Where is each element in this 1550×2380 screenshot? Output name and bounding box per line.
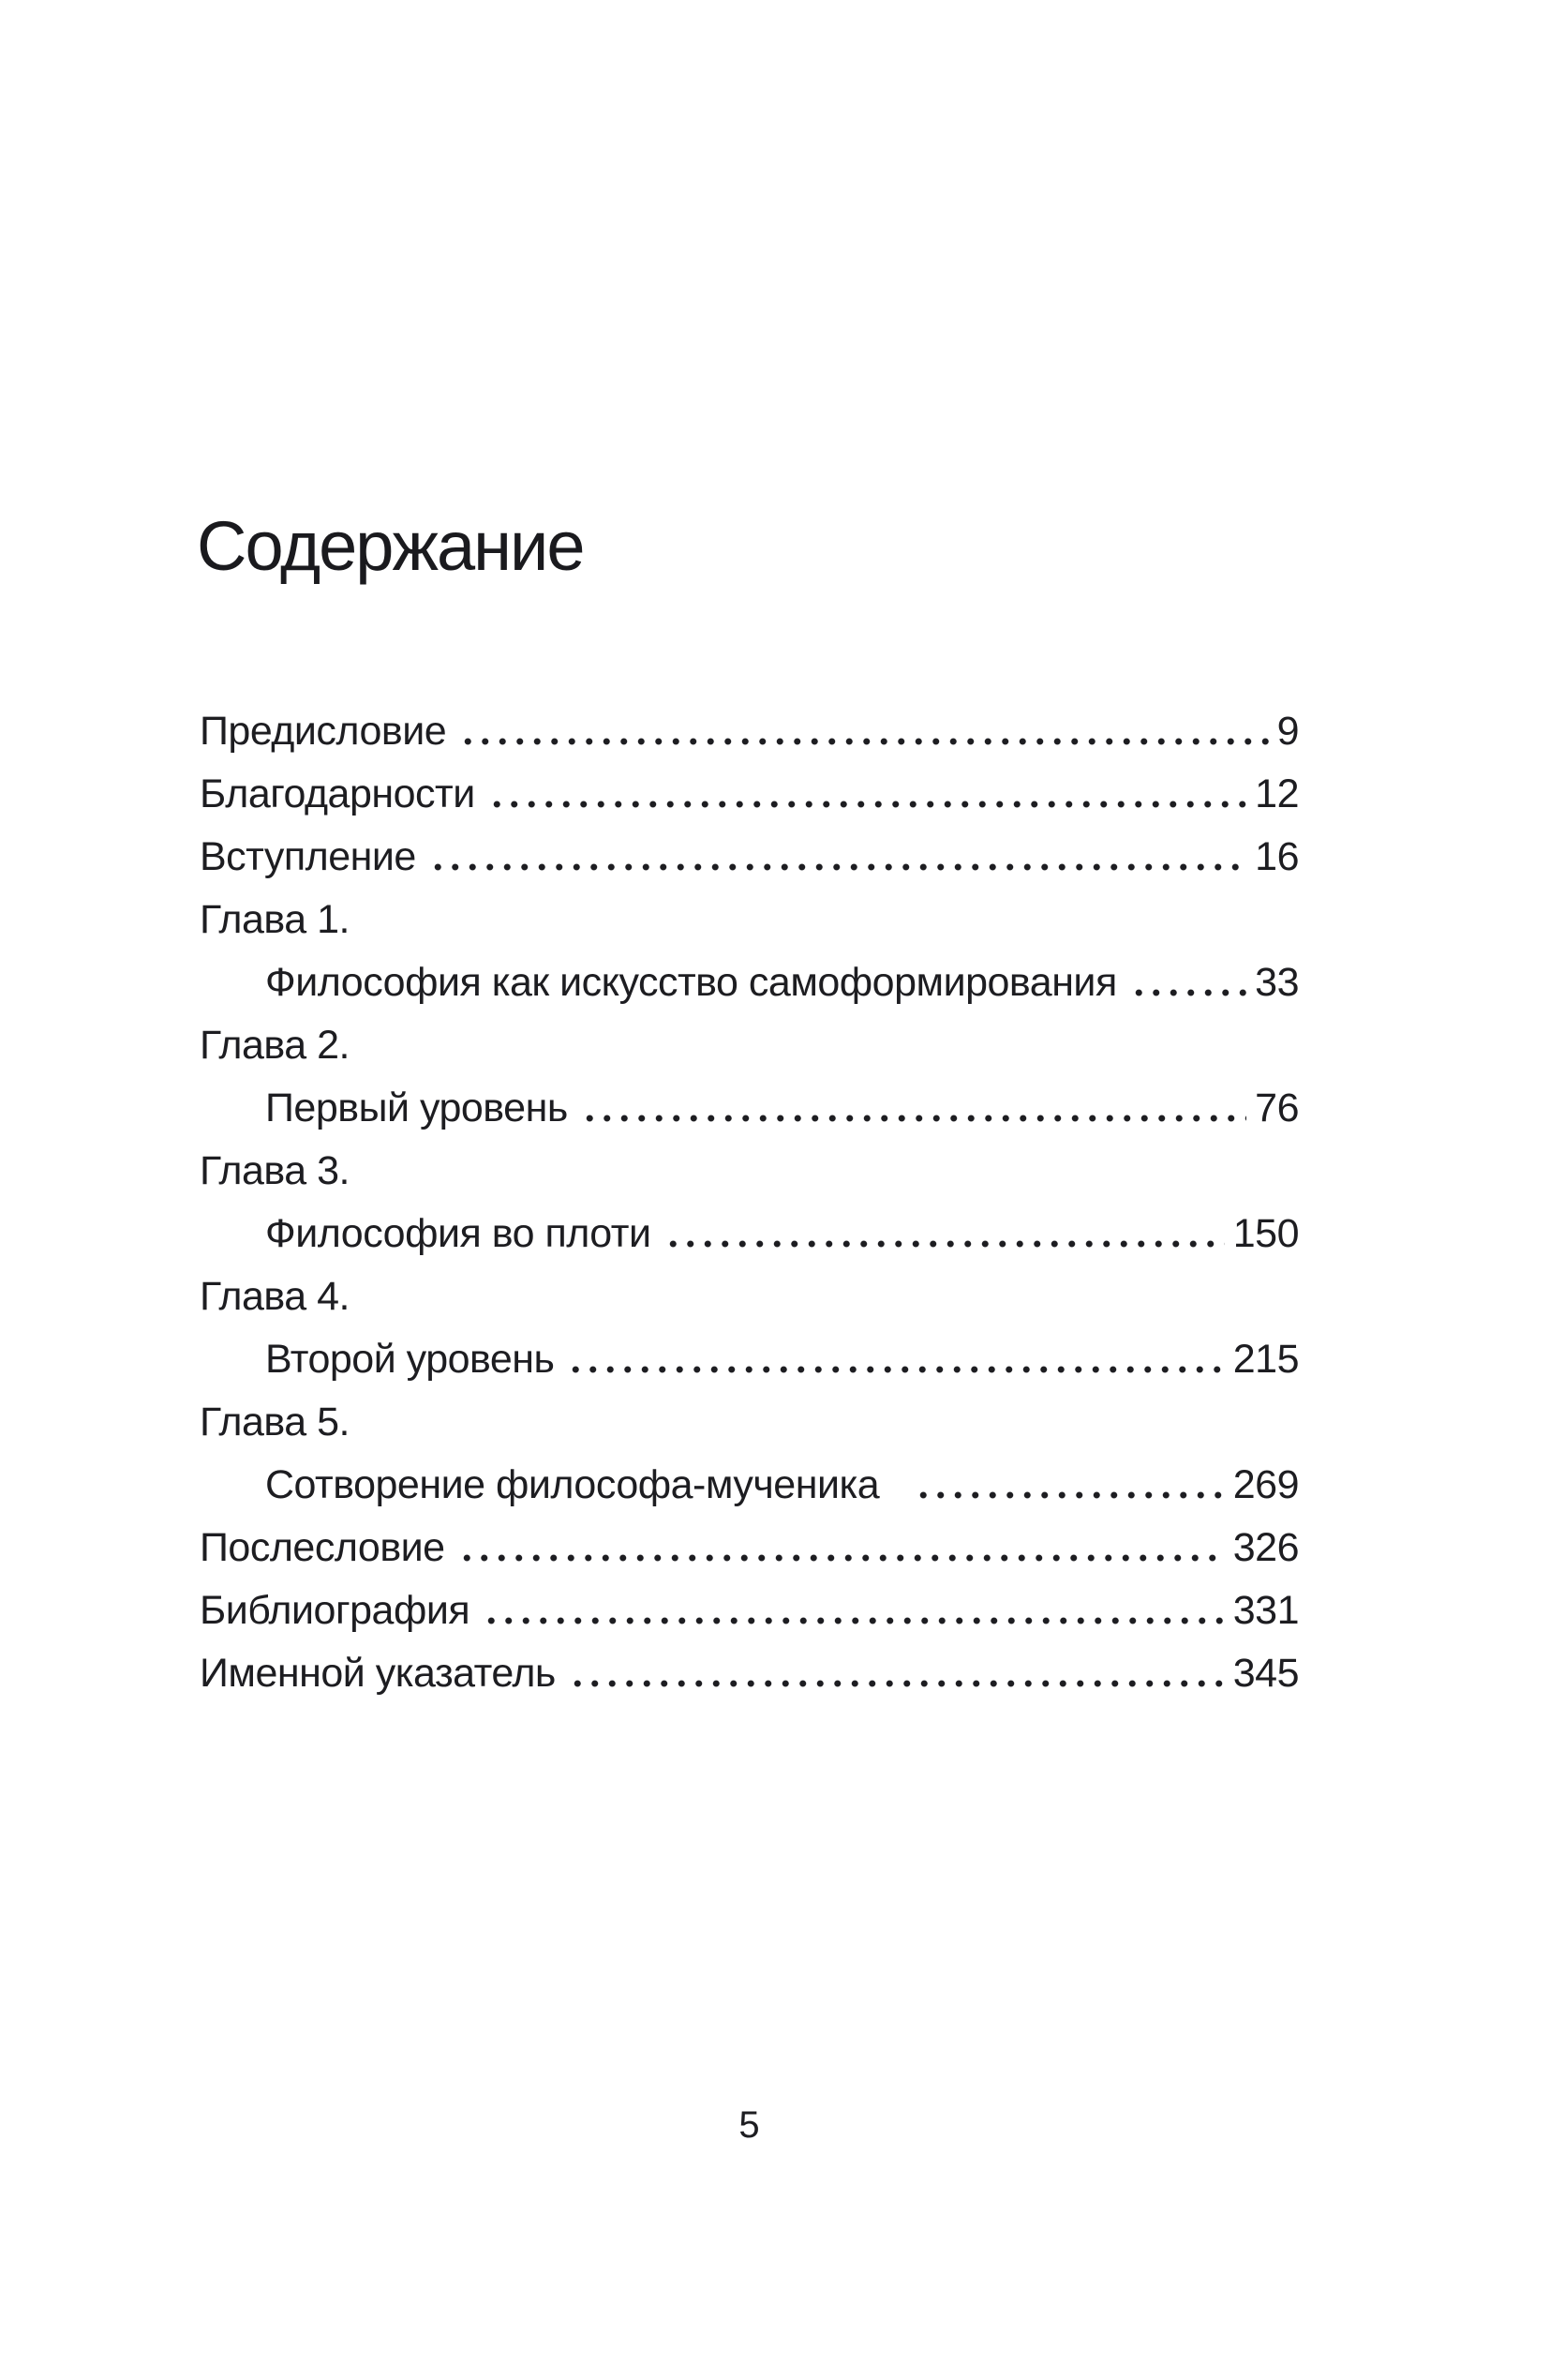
toc-chapter-heading xyxy=(200,1391,1299,1454)
toc-entry xyxy=(200,826,1299,889)
dot-leader xyxy=(563,1364,1224,1375)
toc-chapter-label: Глава 4. xyxy=(200,1274,350,1319)
toc-page-number: 150 xyxy=(1232,1211,1299,1256)
dot-leader xyxy=(455,1552,1225,1564)
toc-entry-label: Благодарности xyxy=(200,771,475,816)
toc-chapter-label: Глава 2. xyxy=(200,1023,350,1068)
toc-entry-label: Сотворение философа-мученика xyxy=(265,1462,880,1507)
toc-entry xyxy=(200,1642,1299,1705)
toc-chapter-label: Глава 3. xyxy=(200,1148,350,1193)
toc-chapter-heading xyxy=(200,1265,1299,1328)
toc-entry-label: Первый уровень xyxy=(265,1085,568,1130)
toc-chapter-heading xyxy=(200,1140,1299,1203)
dot-leader xyxy=(455,736,1268,747)
table-of-contents xyxy=(200,700,1299,1705)
dot-leader xyxy=(661,1238,1225,1250)
toc-entry xyxy=(200,1579,1299,1642)
toc-page-number: 345 xyxy=(1232,1651,1299,1696)
toc-chapter-label: Глава 1. xyxy=(200,897,350,942)
toc-entry-label: Библиография xyxy=(200,1588,470,1633)
toc-page-number: 12 xyxy=(1255,771,1299,816)
dot-leader xyxy=(565,1678,1225,1689)
toc-page-number: 9 xyxy=(1276,709,1299,754)
toc-page-number: 326 xyxy=(1232,1525,1299,1570)
toc-chapter-heading xyxy=(200,889,1299,951)
toc-entry xyxy=(200,700,1299,763)
dot-leader xyxy=(484,799,1246,810)
toc-chapter-heading xyxy=(200,1014,1299,1077)
page-number-footer: 5 xyxy=(738,2104,760,2146)
toc-entry-label: Именной указатель xyxy=(200,1651,556,1696)
dot-leader xyxy=(577,1113,1246,1124)
toc-entry xyxy=(200,1517,1299,1579)
dot-leader xyxy=(1126,987,1246,998)
toc-entry-label: Философия во плоти xyxy=(265,1211,651,1256)
toc-chapter-label: Глава 5. xyxy=(200,1400,350,1444)
toc-entry xyxy=(200,1077,1299,1140)
dot-leader xyxy=(479,1615,1225,1626)
toc-entry xyxy=(200,1328,1299,1391)
toc-entry-label: Вступление xyxy=(200,834,416,879)
dot-leader xyxy=(425,861,1246,873)
toc-entry xyxy=(200,763,1299,826)
toc-entry-label: Философия как искусство самоформирования xyxy=(265,960,1117,1005)
toc-page-number: 215 xyxy=(1232,1337,1299,1382)
toc-entry-label: Второй уровень xyxy=(265,1337,555,1382)
dot-leader xyxy=(911,1489,1225,1501)
toc-entry xyxy=(200,1203,1299,1265)
toc-entry xyxy=(200,951,1299,1014)
toc-page-number: 33 xyxy=(1255,960,1299,1005)
toc-entry-label: Послесловие xyxy=(200,1525,445,1570)
toc-page-number: 269 xyxy=(1232,1462,1299,1507)
toc-entry xyxy=(200,1454,1299,1517)
page-title: Содержание xyxy=(197,506,584,585)
toc-page-number: 331 xyxy=(1232,1588,1299,1633)
toc-page-number: 76 xyxy=(1255,1085,1299,1130)
toc-page-number: 16 xyxy=(1255,834,1299,879)
toc-entry-label: Предисловие xyxy=(200,709,447,754)
